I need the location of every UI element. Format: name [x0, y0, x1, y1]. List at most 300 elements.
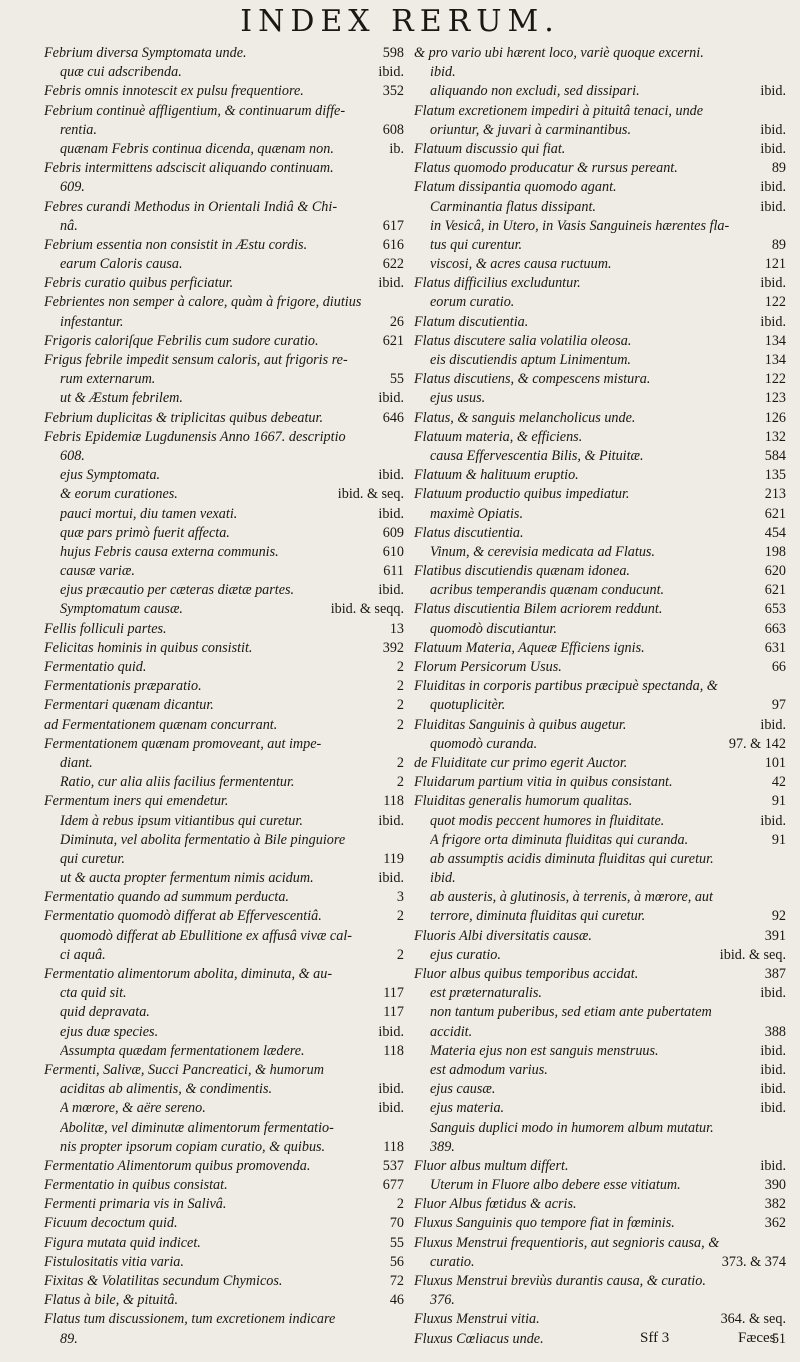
entry-text: Flatuum Materia, Aqueæ Efficiens ignis.: [414, 639, 645, 656]
entry-text: Fermenti primaria vis in Salivâ.: [44, 1196, 227, 1213]
index-entry: [414, 140, 786, 159]
entry-page-ref: ibid.: [378, 812, 404, 829]
entry-page-ref: 620: [764, 563, 786, 580]
entry-page-ref: ibid.: [760, 83, 786, 100]
entry-text: quot modis peccent humores in fluiditate.: [430, 812, 665, 829]
index-entry: [414, 620, 786, 639]
entry-text: diant.: [60, 754, 93, 771]
index-entry: [44, 1061, 404, 1080]
index-entry: [414, 198, 786, 217]
entry-text: ibid.: [430, 870, 456, 887]
index-entry: [44, 1176, 404, 1195]
entry-text: ejus causæ.: [430, 1081, 496, 1098]
index-entry: [414, 82, 786, 101]
catchword: Fæces: [738, 1330, 776, 1346]
entry-text: Fluor albus multum differt.: [414, 1157, 569, 1174]
entry-text: qui curetur.: [60, 850, 125, 867]
index-entry: [414, 869, 786, 888]
entry-text: Fluor Albus fœtidus & acris.: [414, 1196, 577, 1213]
entry-text: Febrium diversa Symptomata unde.: [44, 45, 247, 61]
entry-page-ref: 56: [389, 1253, 404, 1270]
entry-text: ejus præcautio per cæteras diætæ partes.: [60, 582, 295, 599]
index-entry: [414, 63, 786, 82]
index-entry: [44, 946, 404, 965]
entry-text: Ficuum decoctum quid.: [44, 1215, 178, 1232]
index-entry: [44, 888, 404, 907]
index-entry: [414, 773, 786, 792]
index-entry: [414, 946, 786, 965]
entry-page-ref: ibid.: [760, 313, 786, 330]
index-entry: [414, 792, 786, 811]
entry-page-ref: 622: [382, 256, 404, 273]
entry-page-ref: ibid.: [760, 812, 786, 829]
entry-page-ref: 91: [771, 793, 786, 810]
entry-text: Flatuum materia, & efficiens.: [414, 428, 583, 445]
index-entry: [414, 178, 786, 197]
entry-text: ejus usus.: [430, 390, 486, 407]
entry-page-ref: 392: [382, 639, 404, 656]
index-entry: [414, 1214, 786, 1233]
index-entry: [414, 409, 786, 428]
entry-page-ref: ibid.: [760, 1081, 786, 1098]
index-entry: [414, 850, 786, 869]
entry-text: quænam Febris continua dicenda, quænam non.: [60, 140, 334, 157]
entry-page-ref: 646: [382, 409, 404, 426]
index-entry: [414, 600, 786, 619]
entry-page-ref: 119: [383, 850, 404, 867]
index-entry: [44, 1080, 404, 1099]
index-entry: [414, 1291, 786, 1310]
entry-page-ref: ibid.: [378, 390, 404, 407]
entry-text: Fistulositatis vitia varia.: [44, 1253, 184, 1270]
entry-text: Flatus, & sanguis melancholicus unde.: [414, 409, 636, 426]
entry-page-ref: 364. & seq.: [720, 1311, 786, 1328]
entry-text: Fluxus Cœliacus unde.: [414, 1330, 544, 1347]
entry-text: Fluxus Menstrui vitia.: [414, 1311, 540, 1328]
entry-text: Carminantia flatus dissipant.: [430, 198, 596, 215]
entry-text: Sanguis duplici modo in humorem album mutatur.: [430, 1119, 714, 1136]
index-entry: [44, 1272, 404, 1291]
index-entry: [44, 1214, 404, 1233]
entry-page-ref: 122: [764, 294, 786, 311]
entry-page-ref: 97: [771, 697, 786, 714]
entry-text: Fluor albus quibus temporibus accidat.: [414, 966, 639, 982]
entry-page-ref: 213: [764, 486, 786, 503]
index-entry: [44, 1119, 404, 1138]
entry-page-ref: 2: [396, 908, 404, 925]
entry-page-ref: 117: [383, 985, 404, 1002]
entry-page-ref: ibid.: [378, 275, 404, 292]
entry-text: Fermentum iners qui emendetur.: [44, 793, 229, 810]
index-entry: [44, 792, 404, 811]
entry-page-ref: ibid.: [378, 1081, 404, 1098]
index-entry: [44, 1042, 404, 1061]
index-entry: [44, 1195, 404, 1214]
entry-text: Febris Epidemiæ Lugdunensis Anno 1667. descriptio: [44, 428, 346, 445]
entry-text: Fermentationem quænam promoveant, aut impe-: [44, 735, 322, 752]
entry-page-ref: 2: [396, 754, 404, 771]
index-entry: [414, 677, 786, 696]
index-entry: [414, 236, 786, 255]
entry-text: eis discutiendis aptum Linimentum.: [430, 352, 631, 368]
index-entry: [414, 984, 786, 1003]
index-entry: [44, 1253, 404, 1272]
entry-text: ejus duæ species.: [60, 1023, 159, 1040]
entry-page-ref: 382: [764, 1196, 786, 1213]
index-entry: [44, 696, 404, 715]
index-entry: [44, 485, 404, 504]
index-entry: [414, 1023, 786, 1042]
index-entry: [414, 466, 786, 485]
entry-page-ref: ibid.: [760, 716, 786, 733]
index-entry: [414, 562, 786, 581]
index-entry: [414, 274, 786, 293]
left-column: [44, 44, 404, 1349]
entry-text: ab assumptis acidis diminuta fluiditas qui curetur.: [430, 850, 714, 867]
entry-text: ad Fermentationem quænam concurrant.: [44, 716, 278, 733]
index-entry: [44, 351, 404, 370]
entry-text: tus qui curentur.: [430, 236, 523, 253]
index-entry: [44, 812, 404, 831]
index-entry: [44, 313, 404, 332]
entry-page-ref: 390: [764, 1177, 786, 1194]
entry-page-ref: ibid.: [760, 198, 786, 215]
index-entry: [414, 293, 786, 312]
index-entry: [44, 274, 404, 293]
entry-page-ref: 362: [764, 1215, 786, 1232]
entry-text: Uterum in Fluore albo debere esse vitiatum.: [430, 1177, 681, 1194]
entry-text: accidit.: [430, 1023, 473, 1040]
entry-text: Febris omnis innotescit ex pulsu frequentiore.: [44, 83, 304, 100]
entry-text: Fluiditas in corporis partibus præcipuè spectanda, &: [414, 678, 718, 695]
entry-page-ref: 387: [764, 966, 786, 982]
entry-page-ref: 653: [764, 601, 786, 618]
index-entry: [44, 255, 404, 274]
index-entry: [44, 1330, 404, 1349]
index-entry: [414, 524, 786, 543]
entry-page-ref: 598: [382, 45, 404, 61]
entry-text: ut & aucta propter fermentum nimis acidum.: [60, 870, 314, 887]
index-entry: [44, 428, 404, 447]
entry-text: quæ pars primò fuerit affecta.: [60, 524, 230, 541]
index-entry: [44, 754, 404, 773]
entry-page-ref: 388: [764, 1023, 786, 1040]
entry-text: & eorum curationes.: [60, 486, 178, 503]
entry-page-ref: ibid.: [378, 467, 404, 484]
entry-page-ref: 391: [764, 927, 786, 944]
entry-text: Vinum, & cerevisia medicata ad Flatus.: [430, 543, 655, 560]
index-entry: [44, 735, 404, 754]
entry-text: non tantum puberibus, sed etiam ante pubertatem: [430, 1004, 712, 1021]
entry-text: oriuntur, & juvari à carminantibus.: [430, 121, 631, 138]
entry-text: Fluiditas generalis humorum qualitas.: [414, 793, 633, 810]
index-entry: [414, 1195, 786, 1214]
entry-page-ref: 118: [383, 793, 404, 810]
index-entry: [44, 831, 404, 850]
entry-page-ref: ibid.: [760, 1100, 786, 1117]
index-entry: [414, 485, 786, 504]
entry-page-ref: 2: [396, 678, 404, 695]
entry-page-ref: ibid.: [760, 275, 786, 292]
entry-text: Flatum discutientia.: [414, 313, 529, 330]
entry-page-ref: ibid.: [760, 1061, 786, 1078]
entry-text: Diminuta, vel abolita fermentatio à Bile pinguiore: [60, 831, 346, 848]
entry-page-ref: 118: [383, 1138, 404, 1155]
index-entry: [414, 1080, 786, 1099]
entry-text: de Fluiditate cur primo egerit Auctor.: [414, 754, 628, 771]
entry-text: Febres curandi Methodus in Orientali Indiâ & Chi-: [44, 198, 338, 215]
entry-page-ref: 55: [389, 1234, 404, 1251]
entry-page-ref: 2: [396, 659, 404, 675]
index-entry: [44, 236, 404, 255]
index-entry: [44, 984, 404, 1003]
entry-text: Flatuum productio quibus impediatur.: [414, 486, 630, 503]
signature-mark: Sff 3: [640, 1330, 670, 1346]
entry-page-ref: 584: [764, 447, 786, 464]
entry-text: aciditas ab alimentis, & condimentis.: [60, 1081, 273, 1098]
entry-page-ref: 46: [389, 1292, 404, 1309]
index-entry: [414, 121, 786, 140]
index-entry: [414, 1061, 786, 1080]
index-entry: [414, 1272, 786, 1291]
index-entry: [414, 370, 786, 389]
index-entry: [44, 658, 404, 677]
index-entry: [44, 447, 404, 466]
entry-page-ref: ibid. & seqq.: [330, 601, 404, 618]
entry-text: ci aquâ.: [60, 946, 106, 963]
entry-page-ref: 91: [771, 831, 786, 848]
entry-text: & pro vario ubi hærent loco, variè quoque excerni.: [414, 45, 704, 61]
entry-text: Febris curatio quibus perficiatur.: [44, 275, 234, 292]
index-entry: [44, 716, 404, 735]
entry-text: cta quid sit.: [60, 985, 127, 1002]
entry-text: Fermentatio quomodò differat ab Effervescentiâ.: [44, 908, 322, 925]
index-entry: [414, 447, 786, 466]
index-entry: [44, 1138, 404, 1157]
index-entry: [414, 581, 786, 600]
entry-text: Flatus tum discussionem, tum excretionem indicare: [44, 1311, 336, 1328]
entry-page-ref: 677: [382, 1177, 404, 1194]
entry-page-ref: 621: [764, 582, 786, 599]
index-entry: [44, 1310, 404, 1329]
entry-text: quæ cui adscribenda.: [60, 64, 182, 81]
entry-text: ab austeris, à glutinosis, à terrenis, à mœrore, aut: [430, 889, 713, 906]
entry-page-ref: ib.: [389, 140, 404, 157]
index-entry: [414, 927, 786, 946]
entry-text: Abolitæ, vel diminutæ alimentorum fermentatio-: [60, 1119, 334, 1136]
entry-text: causa Effervescentia Bilis, & Pituitæ.: [430, 447, 644, 464]
index-entry: [44, 1234, 404, 1253]
entry-page-ref: 352: [382, 83, 404, 100]
index-entry: [414, 1330, 786, 1349]
entry-text: Fluidarum partium vitia in quibus consistant.: [414, 774, 673, 791]
index-entry: [44, 773, 404, 792]
entry-text: est præternaturalis.: [430, 985, 542, 1002]
entry-text: Fluoris Albi diversitatis causæ.: [414, 927, 592, 944]
entry-text: in Vesicâ, in Utero, in Vasis Sanguineis hærentes fla-: [430, 217, 730, 234]
entry-text: Fluxus Menstrui breviùs durantis causa, & curatio.: [414, 1273, 706, 1289]
entry-text: Fermentatio in quibus consistat.: [44, 1177, 228, 1194]
entry-page-ref: 610: [382, 543, 404, 560]
entry-text: ejus Symptomata.: [60, 467, 161, 484]
entry-text: Flatus discutientia Bilem acriorem reddunt.: [414, 601, 663, 618]
entry-text: Fellis folliculi partes.: [44, 620, 167, 637]
entry-text: Flatum excretionem impediri à pituitâ tenaci, unde: [414, 102, 704, 119]
entry-text: rum externarum.: [60, 371, 156, 388]
index-entry: [44, 1291, 404, 1310]
entry-page-ref: 42: [771, 774, 786, 791]
entry-page-ref: 621: [764, 505, 786, 522]
index-entry: [414, 965, 786, 984]
entry-text: ejus curatio.: [430, 946, 501, 963]
entry-page-ref: 122: [764, 371, 786, 388]
entry-page-ref: 611: [383, 563, 404, 580]
entry-text: hujus Febris causa externa communis.: [60, 543, 279, 560]
entry-text: eorum curatio.: [430, 294, 515, 311]
index-entry: [44, 850, 404, 869]
entry-text: Fermenti, Salivæ, Succi Pancreatici, & humorum: [44, 1061, 325, 1078]
index-entry: [414, 907, 786, 926]
entry-page-ref: 126: [764, 409, 786, 426]
entry-page-ref: 89: [771, 160, 786, 177]
index-entry: [414, 1003, 786, 1022]
entry-page-ref: 2: [396, 716, 404, 733]
entry-page-ref: 117: [383, 1004, 404, 1021]
entry-text: quomodò differat ab Ebullitione ex affusâ vivæ cal-: [60, 927, 352, 944]
index-entry: [44, 82, 404, 101]
entry-page-ref: 135: [764, 467, 786, 484]
entry-page-ref: 132: [764, 428, 786, 445]
entry-text: Fermentationis præparatio.: [44, 678, 202, 695]
entry-text: terrore, diminuta fluiditas qui curetur.: [430, 908, 646, 925]
entry-page-ref: ibid.: [760, 1042, 786, 1059]
entry-text: 608.: [60, 447, 85, 464]
entry-text: Fixitas & Volatilitas secundum Chymicos.: [44, 1273, 283, 1289]
entry-page-ref: ibid.: [760, 985, 786, 1002]
left-entry-list: [44, 44, 404, 1349]
entry-page-ref: 134: [764, 332, 786, 349]
entry-text: Febrium continuè affligentium, & continuarum diffe-: [44, 102, 346, 119]
entry-page-ref: 621: [382, 332, 404, 349]
entry-page-ref: 608: [382, 121, 404, 138]
index-entry: [414, 1138, 786, 1157]
index-entry: [414, 1042, 786, 1061]
entry-text: nis propter ipsorum copiam curatio, & quibus.: [60, 1138, 326, 1155]
entry-page-ref: 92: [771, 908, 786, 925]
index-entry: [44, 543, 404, 562]
index-entry: [414, 505, 786, 524]
index-entry: [414, 812, 786, 831]
entry-text: A mœrore, & aëre sereno.: [60, 1100, 206, 1117]
entry-page-ref: ibid.: [378, 1023, 404, 1040]
entry-page-ref: ibid.: [378, 505, 404, 522]
index-entry: [44, 332, 404, 351]
entry-text: quomodò curanda.: [430, 735, 538, 752]
index-entry: [414, 332, 786, 351]
entry-text: Fermentatio quando ad summum perducta.: [44, 889, 289, 906]
index-entry: [44, 409, 404, 428]
entry-page-ref: ibid.: [378, 1100, 404, 1117]
index-entry: [414, 313, 786, 332]
entry-page-ref: 134: [764, 352, 786, 368]
entry-page-ref: 198: [764, 543, 786, 560]
entry-text: Flatus discutientia.: [414, 524, 524, 541]
entry-page-ref: 55: [389, 371, 404, 388]
entry-text: Flatus discutere salia volatilia oleosa.: [414, 332, 632, 349]
entry-page-ref: 373. & 374: [721, 1253, 786, 1270]
entry-page-ref: ibid.: [760, 1157, 786, 1174]
entry-page-ref: 609: [382, 524, 404, 541]
entry-page-ref: 13: [389, 620, 404, 637]
entry-page-ref: ibid. & seq.: [337, 486, 404, 503]
index-entry: [44, 389, 404, 408]
entry-page-ref: 663: [764, 620, 786, 637]
entry-text: nâ.: [60, 217, 78, 234]
entry-text: Idem à rebus ipsum vitiantibus qui curetur.: [60, 812, 303, 829]
entry-text: ut & Æstum febrilem.: [60, 390, 183, 407]
entry-page-ref: 617: [382, 217, 404, 234]
index-entry: [44, 600, 404, 619]
entry-text: Febrium essentia non consistit in Æstu cordis.: [44, 236, 308, 253]
entry-page-ref: 97. & 142: [728, 735, 786, 752]
index-entry: [414, 831, 786, 850]
entry-page-ref: 89: [771, 236, 786, 253]
index-entry: [44, 1157, 404, 1176]
entry-text: Flatus à bile, & pituitâ.: [44, 1292, 178, 1309]
entry-page-ref: 51: [771, 1330, 786, 1347]
entry-text: ibid.: [430, 64, 456, 81]
entry-text: causæ variæ.: [60, 563, 135, 580]
index-entry: [44, 927, 404, 946]
index-entry: [44, 965, 404, 984]
index-entry: [414, 658, 786, 677]
index-entry: [44, 102, 404, 121]
entry-text: quomodò discutiantur.: [430, 620, 557, 637]
entry-text: acribus temperandis quænam conducunt.: [430, 582, 665, 599]
entry-text: Flatus difficilius excluduntur.: [414, 275, 581, 292]
entry-page-ref: ibid.: [378, 582, 404, 599]
index-entry: [414, 1253, 786, 1272]
right-column: [414, 44, 786, 1349]
entry-page-ref: 2: [396, 774, 404, 791]
entry-text: 609.: [60, 179, 85, 196]
entry-page-ref: 121: [764, 256, 786, 273]
page-title: INDEX RERUM.: [240, 4, 560, 39]
entry-text: Febris intermittens adsciscit aliquando continuam.: [44, 160, 334, 177]
entry-page-ref: 537: [382, 1157, 404, 1174]
index-entry: [414, 1234, 786, 1253]
index-entry: [414, 102, 786, 121]
index-entry: [44, 1099, 404, 1118]
index-entry: [44, 198, 404, 217]
entry-text: Materia ejus non est sanguis menstruus.: [430, 1042, 659, 1059]
index-entry: [414, 217, 786, 236]
entry-text: A frigore orta diminuta fluiditas qui curanda.: [430, 831, 689, 848]
entry-text: quotuplicitèr.: [430, 697, 506, 714]
index-entry: [44, 869, 404, 888]
index-entry: [414, 1310, 786, 1329]
entry-text: pauci mortui, diu tamen vexati.: [60, 505, 238, 522]
entry-text: Symptomatum causæ.: [60, 601, 183, 618]
entry-page-ref: 72: [389, 1273, 404, 1289]
index-entry: [44, 293, 404, 312]
entry-text: 89.: [60, 1330, 78, 1347]
entry-text: viscosi, & acres causa ructuum.: [430, 256, 612, 273]
index-entry: [414, 1157, 786, 1176]
entry-text: ejus materia.: [430, 1100, 505, 1117]
entry-page-ref: 70: [389, 1215, 404, 1232]
entry-text: Flatum dissipantia quomodo agant.: [414, 179, 617, 196]
